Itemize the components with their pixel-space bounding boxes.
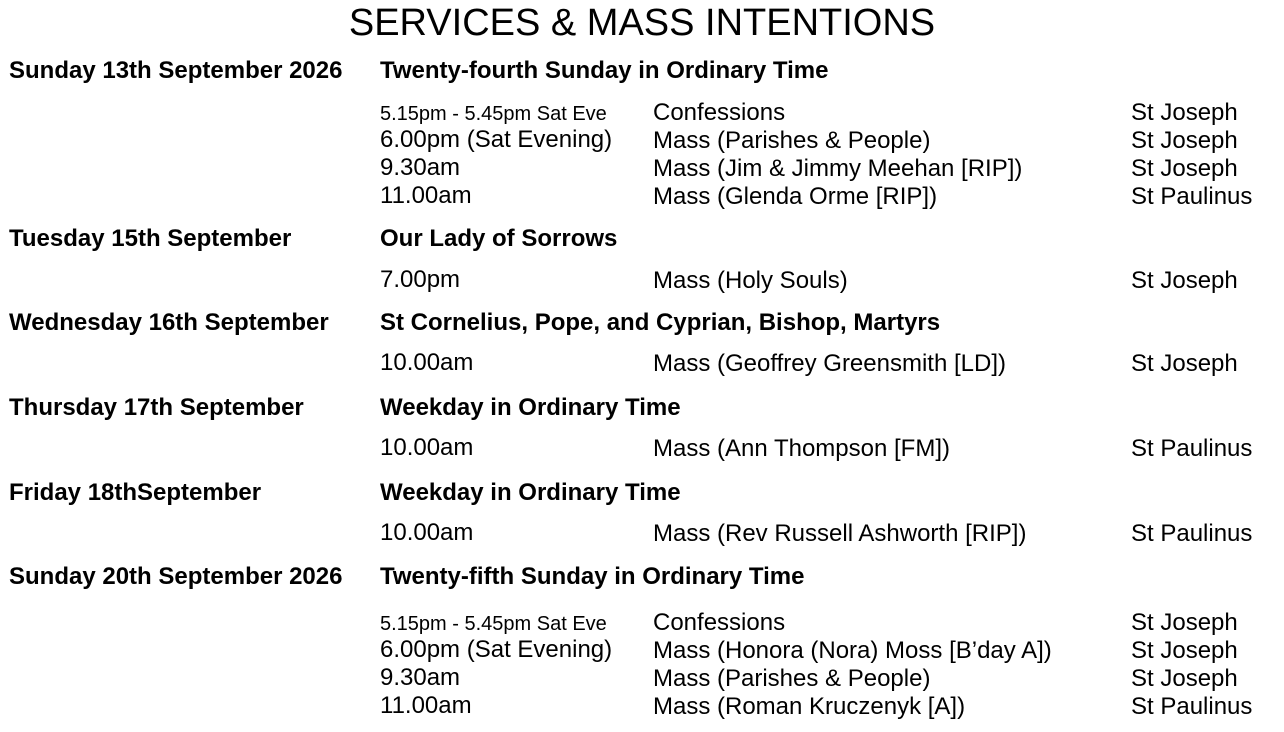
list-item bbox=[0, 520, 1284, 548]
service-description: Confessions bbox=[653, 609, 786, 636]
service-description: Mass (Roman Kruczenyk [A]) bbox=[653, 693, 966, 720]
church-name: St Joseph bbox=[1131, 267, 1238, 294]
church-name: St Joseph bbox=[1131, 609, 1238, 636]
service-description: Mass (Geoffrey Greensmith [LD]) bbox=[653, 350, 1006, 377]
entries-list bbox=[0, 609, 1284, 721]
list-item bbox=[0, 693, 1284, 721]
feast-name: Weekday in Ordinary Time bbox=[380, 394, 681, 421]
list-item bbox=[0, 350, 1284, 378]
church-name: St Joseph bbox=[1131, 99, 1238, 126]
feast-name: St Cornelius, Pope, and Cyprian, Bishop, Martyrs bbox=[380, 309, 941, 336]
service-time: 7.00pm bbox=[380, 266, 461, 293]
day-name: Sunday 20th September 2026 bbox=[9, 563, 343, 590]
day-name: Sunday 13th September 2026 bbox=[9, 57, 343, 84]
service-time: 10.00am bbox=[380, 349, 474, 376]
service-description: Mass (Holy Souls) bbox=[653, 267, 848, 294]
church-name: St Joseph bbox=[1131, 665, 1238, 692]
service-description: Mass (Jim & Jimmy Meehan [RIP]) bbox=[653, 155, 1023, 182]
service-time: 5.15pm - 5.45pm Sat Eve bbox=[380, 613, 607, 635]
church-name: St Paulinus bbox=[1131, 183, 1253, 210]
service-time: 11.00am bbox=[380, 692, 472, 719]
feast-name: Twenty-fourth Sunday in Ordinary Time bbox=[380, 57, 829, 84]
list-item bbox=[0, 665, 1284, 693]
church-name: St Joseph bbox=[1131, 637, 1238, 664]
service-description: Mass (Parishes & People) bbox=[653, 665, 931, 692]
list-item bbox=[0, 267, 1284, 295]
church-name: St Joseph bbox=[1131, 127, 1238, 154]
service-description: Mass (Honora (Nora) Moss [B’day A]) bbox=[653, 637, 1052, 664]
list-item bbox=[0, 155, 1284, 183]
service-time: 6.00pm (Sat Evening) bbox=[380, 636, 613, 663]
service-time: 11.00am bbox=[380, 182, 472, 209]
entries-list bbox=[0, 520, 1284, 548]
service-description: Mass (Glenda Orme [RIP]) bbox=[653, 183, 938, 210]
list-item bbox=[0, 183, 1284, 211]
feast-name: Weekday in Ordinary Time bbox=[380, 479, 681, 506]
list-item bbox=[0, 637, 1284, 665]
service-time: 5.15pm - 5.45pm Sat Eve bbox=[380, 103, 607, 125]
service-description: Confessions bbox=[653, 99, 786, 126]
day-name: Tuesday 15th September bbox=[9, 225, 292, 252]
church-name: St Joseph bbox=[1131, 155, 1238, 182]
service-description: Mass (Parishes & People) bbox=[653, 127, 931, 154]
day-name: Friday 18thSeptember bbox=[9, 479, 262, 506]
entries-list bbox=[0, 435, 1284, 463]
entries-list bbox=[0, 99, 1284, 211]
list-item bbox=[0, 99, 1284, 127]
service-time: 6.00pm (Sat Evening) bbox=[380, 126, 613, 153]
church-name: St Paulinus bbox=[1131, 520, 1253, 547]
list-item bbox=[0, 435, 1284, 463]
list-item bbox=[0, 609, 1284, 637]
service-time: 9.30am bbox=[380, 154, 461, 181]
day-name: Thursday 17th September bbox=[9, 394, 304, 421]
feast-name: Our Lady of Sorrows bbox=[380, 225, 618, 252]
feast-name: Twenty-fifth Sunday in Ordinary Time bbox=[380, 563, 805, 590]
entries-list bbox=[0, 267, 1284, 295]
church-name: St Paulinus bbox=[1131, 435, 1253, 462]
service-time: 9.30am bbox=[380, 664, 461, 691]
list-item bbox=[0, 127, 1284, 155]
service-description: Mass (Ann Thompson [FM]) bbox=[653, 435, 950, 462]
service-time: 10.00am bbox=[380, 519, 474, 546]
day-name: Wednesday 16th September bbox=[9, 309, 329, 336]
service-description: Mass (Rev Russell Ashworth [RIP]) bbox=[653, 520, 1027, 547]
entries-list bbox=[0, 350, 1284, 378]
church-name: St Paulinus bbox=[1131, 693, 1253, 720]
page-title: SERVICES & MASS INTENTIONS bbox=[348, 2, 936, 44]
service-time: 10.00am bbox=[380, 434, 474, 461]
church-name: St Joseph bbox=[1131, 350, 1238, 377]
